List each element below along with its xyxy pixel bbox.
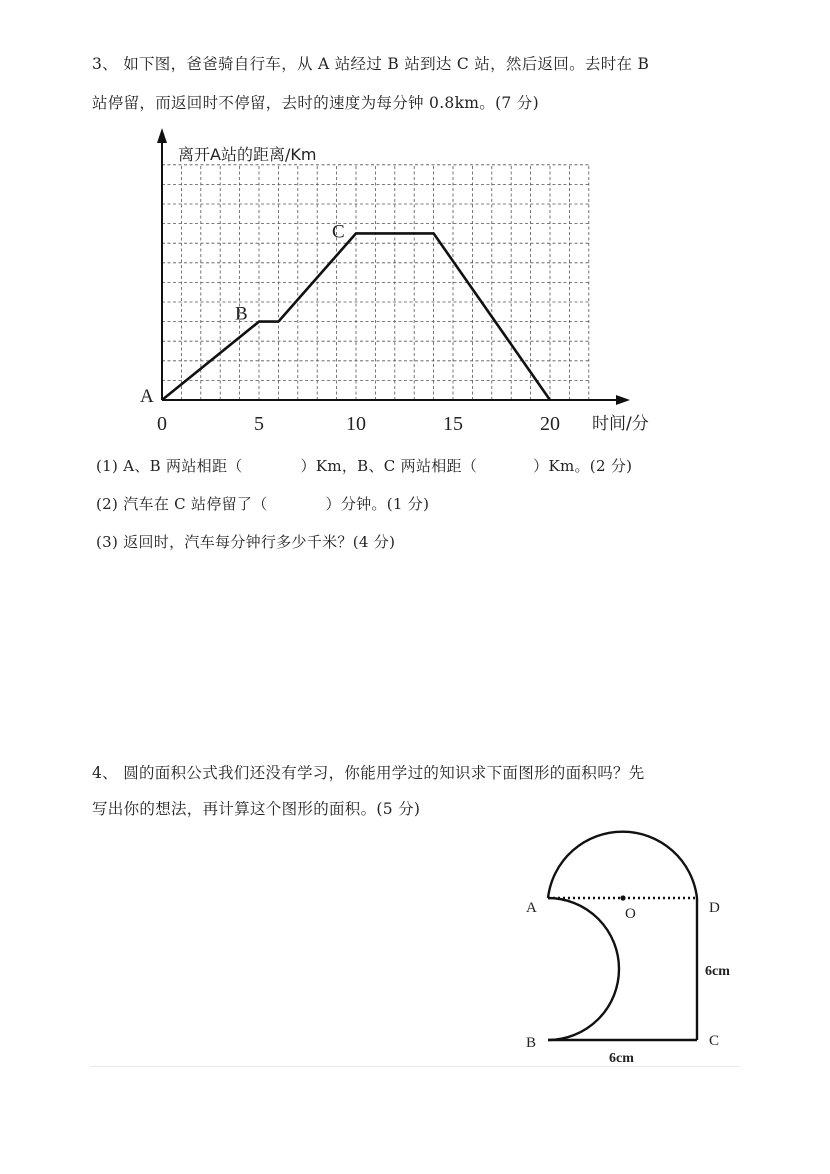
point-label-b: B [235, 303, 248, 325]
y-axis-title: 离开A站的距离/Km [178, 145, 317, 164]
center-point-o [620, 895, 625, 900]
chart-axes [157, 128, 630, 405]
semicircle-top [548, 832, 697, 898]
vertex-label-d: D [709, 900, 720, 916]
page-divider [90, 1066, 740, 1067]
x-tick-label: 5 [254, 413, 264, 435]
x-axis-arrow [616, 395, 630, 405]
q3-sub1-part-a: (1) A、B 两站相距（ [96, 457, 243, 475]
q4-line-1: 4、 圆的面积公式我们还没有学习，你能用学过的知识求下面图形的面积吗？先 [92, 764, 645, 782]
q3-sub2-part-b: ）分钟。(1 分) [325, 495, 430, 513]
arc-ab [548, 898, 619, 1040]
q3-sub2-part-a: (2) 汽车在 C 站停留了（ [96, 495, 268, 513]
vertex-label-c: C [709, 1033, 720, 1049]
length-label-dc: 6cm [705, 964, 730, 979]
x-tick-label: 20 [540, 413, 560, 435]
q3-sub3: (3) 返回时，汽车每分钟行多少千米？(4 分) [96, 533, 396, 551]
y-axis-arrow [157, 128, 167, 143]
q3-sub1-part-b: ）Km，B、C 两站相距（ [300, 457, 478, 475]
q3-sub2 [96, 493, 429, 514]
length-label-bc: 6cm [609, 1051, 634, 1066]
q3-sub1-part-c: ）Km。(2 分) [533, 457, 633, 475]
x-tick-label: 15 [443, 413, 463, 435]
point-label-c: C [332, 221, 345, 243]
x-tick-label: 10 [346, 413, 366, 435]
x-axis-title: 时间/分 [592, 414, 649, 434]
q3-line-1: 3、 如下图，爸爸骑自行车，从 A 站经过 B 站到达 C 站，然后返回。去时在 B [92, 55, 650, 73]
vertex-label-a: A [526, 900, 537, 916]
q3-line-2: 站停留，而返回时不停留，去时的速度为每分钟 0.8km。(7 分) [92, 94, 539, 112]
q4-line-2: 写出你的想法，再计算这个图形的面积。(5 分) [92, 800, 421, 818]
vertex-label-b: B [526, 1035, 537, 1051]
x-tick-label: 0 [157, 413, 167, 435]
center-label-o: O [625, 906, 636, 922]
point-label-a: A [140, 386, 154, 407]
q3-sub1 [96, 455, 632, 476]
chart-labels [140, 145, 649, 435]
figure-q4 [526, 832, 730, 1066]
